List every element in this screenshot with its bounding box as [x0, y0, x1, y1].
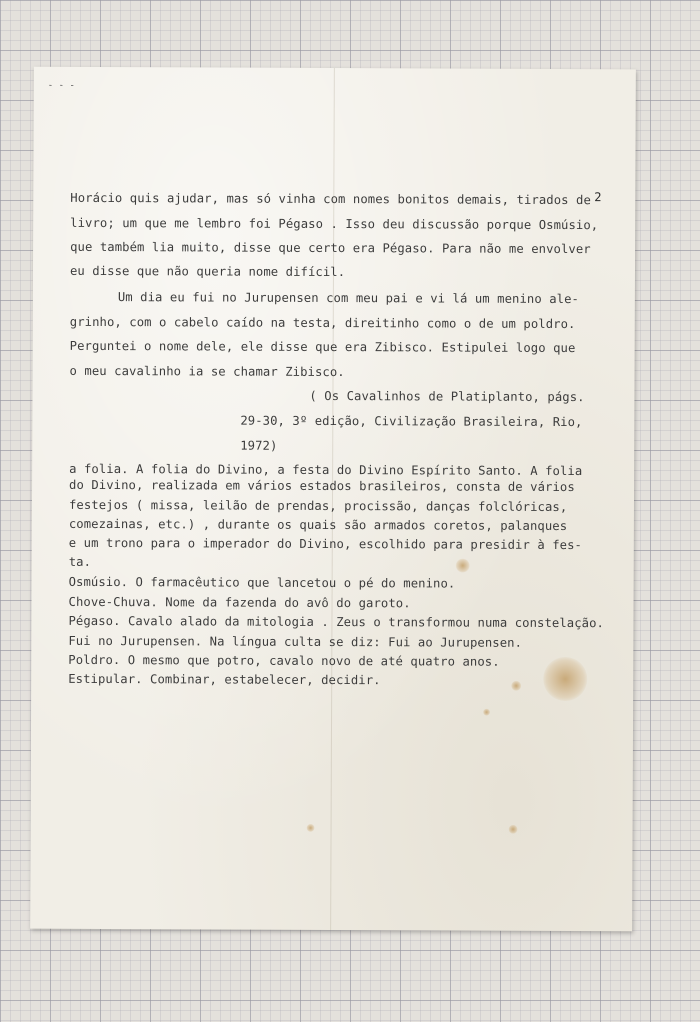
citation-line: 1972): [240, 438, 278, 453]
stain-small: [511, 681, 521, 691]
passage-line: Um dia eu fui no Jurupensen com meu pai e vi lá um menino ale-: [117, 290, 580, 307]
typewritten-page: [30, 67, 636, 932]
stain-large: [543, 657, 587, 701]
page-number: 2: [594, 190, 602, 205]
passage-line: Perguntei o nome dele, ele disse que era Zibisco. Estipulei logo que: [69, 338, 576, 356]
stain-small: [509, 825, 518, 834]
corner-mark: - - -: [47, 80, 75, 91]
glossary-line: Estipular. Combinar, estabelecer, decidir.: [68, 671, 381, 688]
passage-line: o meu cavalinho ia se chamar Zibisco.: [69, 363, 345, 380]
stain-small: [307, 824, 315, 832]
passage-line: Horácio quis ajudar, mas só vinha com nomes bonitos demais, tirados de: [70, 190, 591, 208]
glossary-line: comezainas, etc.) , durante os quais são armados coretos, palanques: [68, 516, 568, 534]
stain-small: [483, 709, 490, 716]
citation-line: ( Os Cavalinhos de Platiplanto, págs.: [309, 388, 585, 405]
passage-line: livro; um que me lembro foi Pégaso . Isso deu discussão porque Osmúsio,: [70, 215, 599, 233]
stain-small: [456, 559, 470, 573]
glossary-line: ta.: [68, 554, 92, 569]
glossary-line: Fui no Jurupensen. Na língua culta se diz: Fui ao Jurupensen.: [68, 633, 523, 650]
glossary-line: e um trono para o imperador do Divino, escolhido para presidir à fes-: [68, 535, 583, 553]
glossary-line: a folia. A folia do Divino, a festa do Divino Espírito Santo. A folia: [69, 461, 583, 479]
citation-line: 29-30, 3º edição, Civilização Brasileira, Rio,: [240, 413, 583, 430]
glossary-line: do Divino, realizada em vários estados brasileiros, consta de vários: [69, 477, 575, 495]
glossary-line: Poldro. O mesmo que potro, cavalo novo de até quatro anos.: [68, 652, 500, 669]
passage-line: grinho, com o cabelo caído na testa, direitinho como o de um poldro.: [69, 314, 576, 332]
passage-line: que também lia muito, disse que certo era Pégaso. Para não me envolver: [70, 239, 591, 257]
glossary-line: festejos ( missa, leilão de prendas, procissão, danças folclóricas,: [68, 497, 568, 515]
glossary-line: Pégaso. Cavalo alado da mitologia . Zeus o transformou numa constelação.: [68, 613, 604, 631]
passage-line: eu disse que não queria nome difícil.: [69, 263, 346, 280]
glossary-line: Osmúsio. O farmacêutico que lancetou o pé do menino.: [68, 574, 456, 591]
glossary-line: Chove-Chuva. Nome da fazenda do avô do garoto.: [68, 594, 411, 611]
